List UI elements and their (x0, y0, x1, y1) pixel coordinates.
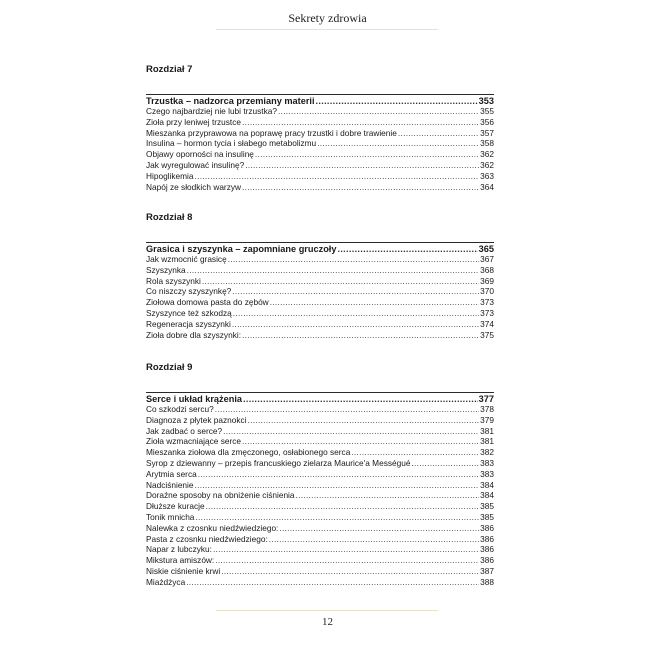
entry-title: Pasta z czosnku niedźwiedziego: (146, 533, 268, 544)
toc-entry[interactable] (146, 319, 494, 330)
entry-page: 382 (480, 447, 494, 458)
entry-page: 377 (478, 394, 494, 404)
entry-title: Nalewka z czosnku niedźwiedziego: (146, 522, 279, 533)
leader-dots (248, 415, 480, 426)
entry-page: 367 (480, 254, 494, 264)
toc-entry[interactable] (146, 276, 494, 287)
entry-title: Zioła wzmacniające serce (146, 436, 241, 447)
leader-dots (202, 276, 479, 287)
leader-dots (223, 426, 479, 437)
entry-title: Co szkodzi sercu? (146, 404, 214, 414)
entry-title: Regeneracja szyszynki (146, 318, 231, 329)
leader-dots (198, 469, 479, 480)
toc-entry[interactable] (146, 106, 494, 117)
entry-page: 362 (480, 159, 494, 170)
leader-dots (242, 436, 479, 447)
leader-dots (232, 286, 479, 297)
entry-title: Mikstura amiszów: (146, 555, 215, 566)
entry-page: 385 (480, 501, 494, 512)
entry-title: Grasica i szyszynka – zapomniane gruczoły (146, 244, 337, 254)
entry-page: 355 (480, 106, 494, 116)
leader-dots (316, 95, 478, 106)
entry-page: 383 (480, 468, 494, 479)
entry-title: Mieszanka ziołowa dla zmęczonego, osłabionego serca (146, 447, 351, 458)
entry-title: Miażdżyca (146, 576, 186, 587)
toc-entry[interactable] (146, 469, 494, 480)
leader-dots (270, 297, 479, 308)
leader-dots (213, 544, 479, 555)
entry-page: 378 (480, 404, 494, 414)
entry-page: 368 (480, 264, 494, 275)
toc-entry[interactable] (146, 171, 494, 182)
entry-page: 388 (480, 576, 494, 587)
entry-page: 375 (480, 329, 494, 340)
entry-title: Jak wzmocnić grasicę (146, 254, 227, 264)
entry-page: 353 (478, 96, 494, 106)
entry-title: Napar z lubczyku: (146, 544, 212, 555)
toc-main-entry[interactable] (146, 393, 494, 404)
entry-page: 356 (480, 116, 494, 127)
entry-page: 384 (480, 490, 494, 501)
toc-entry[interactable] (146, 254, 494, 265)
entry-page: 364 (480, 181, 494, 192)
leader-dots (245, 160, 479, 171)
leader-dots (221, 566, 479, 577)
entry-title: Tonik mnicha (146, 511, 195, 522)
entry-title: Syrop z dziewanny – przepis francuskiego zielarza Maurice'a Mességué (146, 457, 411, 468)
entry-page: 385 (480, 511, 494, 522)
leader-dots (411, 458, 479, 469)
entry-title: Napój ze słodkich warzyw (146, 181, 241, 192)
entry-page: 381 (480, 425, 494, 436)
entry-page: 362 (480, 149, 494, 160)
entry-page: 387 (480, 565, 494, 576)
entry-title: Dłuższe kuracje (146, 501, 205, 512)
leader-dots (242, 182, 479, 193)
chapter-label: Rozdział 9 (146, 362, 193, 373)
toc-main-entry[interactable] (146, 95, 494, 106)
toc-entry[interactable] (146, 297, 494, 308)
entry-page: 386 (480, 555, 494, 566)
entry-title: Serce i układ krążenia (146, 394, 243, 404)
toc-entry[interactable] (146, 286, 494, 297)
leader-dots (215, 404, 479, 415)
entry-title: Mieszanka przyprawowa na poprawę pracy trzustki i dobre trawienie (146, 127, 397, 138)
leader-dots (195, 171, 480, 182)
toc-entry[interactable] (146, 490, 494, 501)
toc-entry[interactable] (146, 544, 494, 555)
entry-page: 370 (480, 286, 494, 297)
entry-page: 386 (480, 544, 494, 555)
chapter-section (146, 64, 494, 192)
entry-page: 379 (480, 414, 494, 425)
toc-entry[interactable] (146, 138, 494, 149)
entry-page: 386 (480, 522, 494, 533)
entry-page: 381 (480, 436, 494, 447)
toc-entry[interactable] (146, 117, 494, 128)
toc-entry[interactable] (146, 458, 494, 469)
running-header: Sekrety zdrowia (288, 11, 367, 25)
leader-dots (243, 393, 478, 404)
header-divider (216, 29, 438, 30)
entry-title: Diagnoza z płytek paznokci (146, 414, 247, 425)
entry-title: Zioła dobre dla szyszynki: (146, 329, 241, 340)
entry-title: Szyszynce też szkodzą (146, 307, 232, 318)
toc-entry[interactable] (146, 265, 494, 276)
leader-dots (206, 501, 480, 512)
toc-entry[interactable] (146, 480, 494, 491)
leader-dots (195, 480, 480, 491)
toc-entry[interactable] (146, 415, 494, 426)
toc-entry[interactable] (146, 330, 494, 341)
leader-dots (242, 330, 479, 341)
entry-title: Arytmia serca (146, 468, 197, 479)
entry-title: Jak zadbać o serce? (146, 425, 223, 436)
leader-dots (255, 149, 479, 160)
toc-entry[interactable] (146, 128, 494, 139)
toc-entry[interactable] (146, 577, 494, 588)
entry-title: Hipoglikemia (146, 170, 194, 181)
leader-dots (296, 490, 480, 501)
toc-entry[interactable] (146, 160, 494, 171)
toc-entry[interactable] (146, 501, 494, 512)
entry-title: Zioła przy leniwej trzustce (146, 116, 241, 127)
leader-dots (232, 319, 479, 330)
leader-dots (279, 523, 479, 534)
toc-main-entry[interactable] (146, 243, 494, 254)
entry-title: Jak wyregulować insulinę? (146, 159, 245, 170)
entry-title: Doraźne sposoby na obniżenie ciśnienia (146, 490, 295, 501)
toc-entry[interactable] (146, 566, 494, 577)
leader-dots (186, 577, 479, 588)
chapter-label: Rozdział 8 (146, 212, 193, 223)
entry-page: 373 (480, 307, 494, 318)
toc-entry[interactable] (146, 404, 494, 415)
leader-dots (242, 117, 479, 128)
toc-entry[interactable] (146, 534, 494, 545)
entry-page: 374 (480, 318, 494, 329)
toc-entry[interactable] (146, 149, 494, 160)
toc-entry[interactable] (146, 555, 494, 566)
entry-page: 373 (480, 297, 494, 308)
toc-entry[interactable] (146, 447, 494, 458)
leader-dots (278, 106, 479, 117)
toc-entry[interactable] (146, 436, 494, 447)
entry-title: Czego najbardziej nie lubi trzustka? (146, 106, 277, 116)
footer-divider (216, 610, 438, 611)
toc-entry[interactable] (146, 308, 494, 319)
entry-title: Nadciśnienie (146, 479, 194, 490)
entry-page: 383 (480, 457, 494, 468)
page-number: 12 (322, 616, 333, 628)
leader-dots (195, 512, 479, 523)
chapter-section (146, 212, 494, 340)
entry-page: 384 (480, 479, 494, 490)
leader-dots (317, 138, 479, 149)
leader-dots (228, 254, 479, 265)
entry-title: Ziołowa domowa pasta do zębów (146, 297, 269, 308)
toc-entry[interactable] (146, 182, 494, 193)
leader-dots (398, 128, 479, 139)
leader-dots (187, 265, 480, 276)
chapter-label: Rozdział 7 (146, 64, 193, 75)
entry-title: Insulina – hormon tycia i słabego metabolizmu (146, 138, 317, 149)
toc-entry[interactable] (146, 523, 494, 534)
entry-title: Co niszczy szyszynkę? (146, 286, 232, 297)
entry-title: Szyszynka (146, 264, 186, 275)
leader-dots (351, 447, 479, 458)
toc-entry[interactable] (146, 426, 494, 437)
entry-page: 357 (480, 127, 494, 138)
leader-dots (337, 243, 477, 254)
entry-page: 386 (480, 533, 494, 544)
entry-title: Trzustka – nadzorca przemiany materii (146, 96, 315, 106)
entry-page: 363 (480, 170, 494, 181)
chapter-section (146, 362, 494, 588)
entry-title: Niskie ciśnienie krwi (146, 565, 221, 576)
leader-dots (215, 555, 479, 566)
toc-entry[interactable] (146, 512, 494, 523)
entry-page: 365 (478, 244, 494, 254)
leader-dots (233, 308, 479, 319)
entry-page: 369 (480, 275, 494, 286)
entry-page: 358 (480, 138, 494, 149)
leader-dots (269, 534, 479, 545)
entry-title: Objawy oporności na insulinę (146, 149, 254, 160)
entry-title: Rola szyszynki (146, 275, 201, 286)
